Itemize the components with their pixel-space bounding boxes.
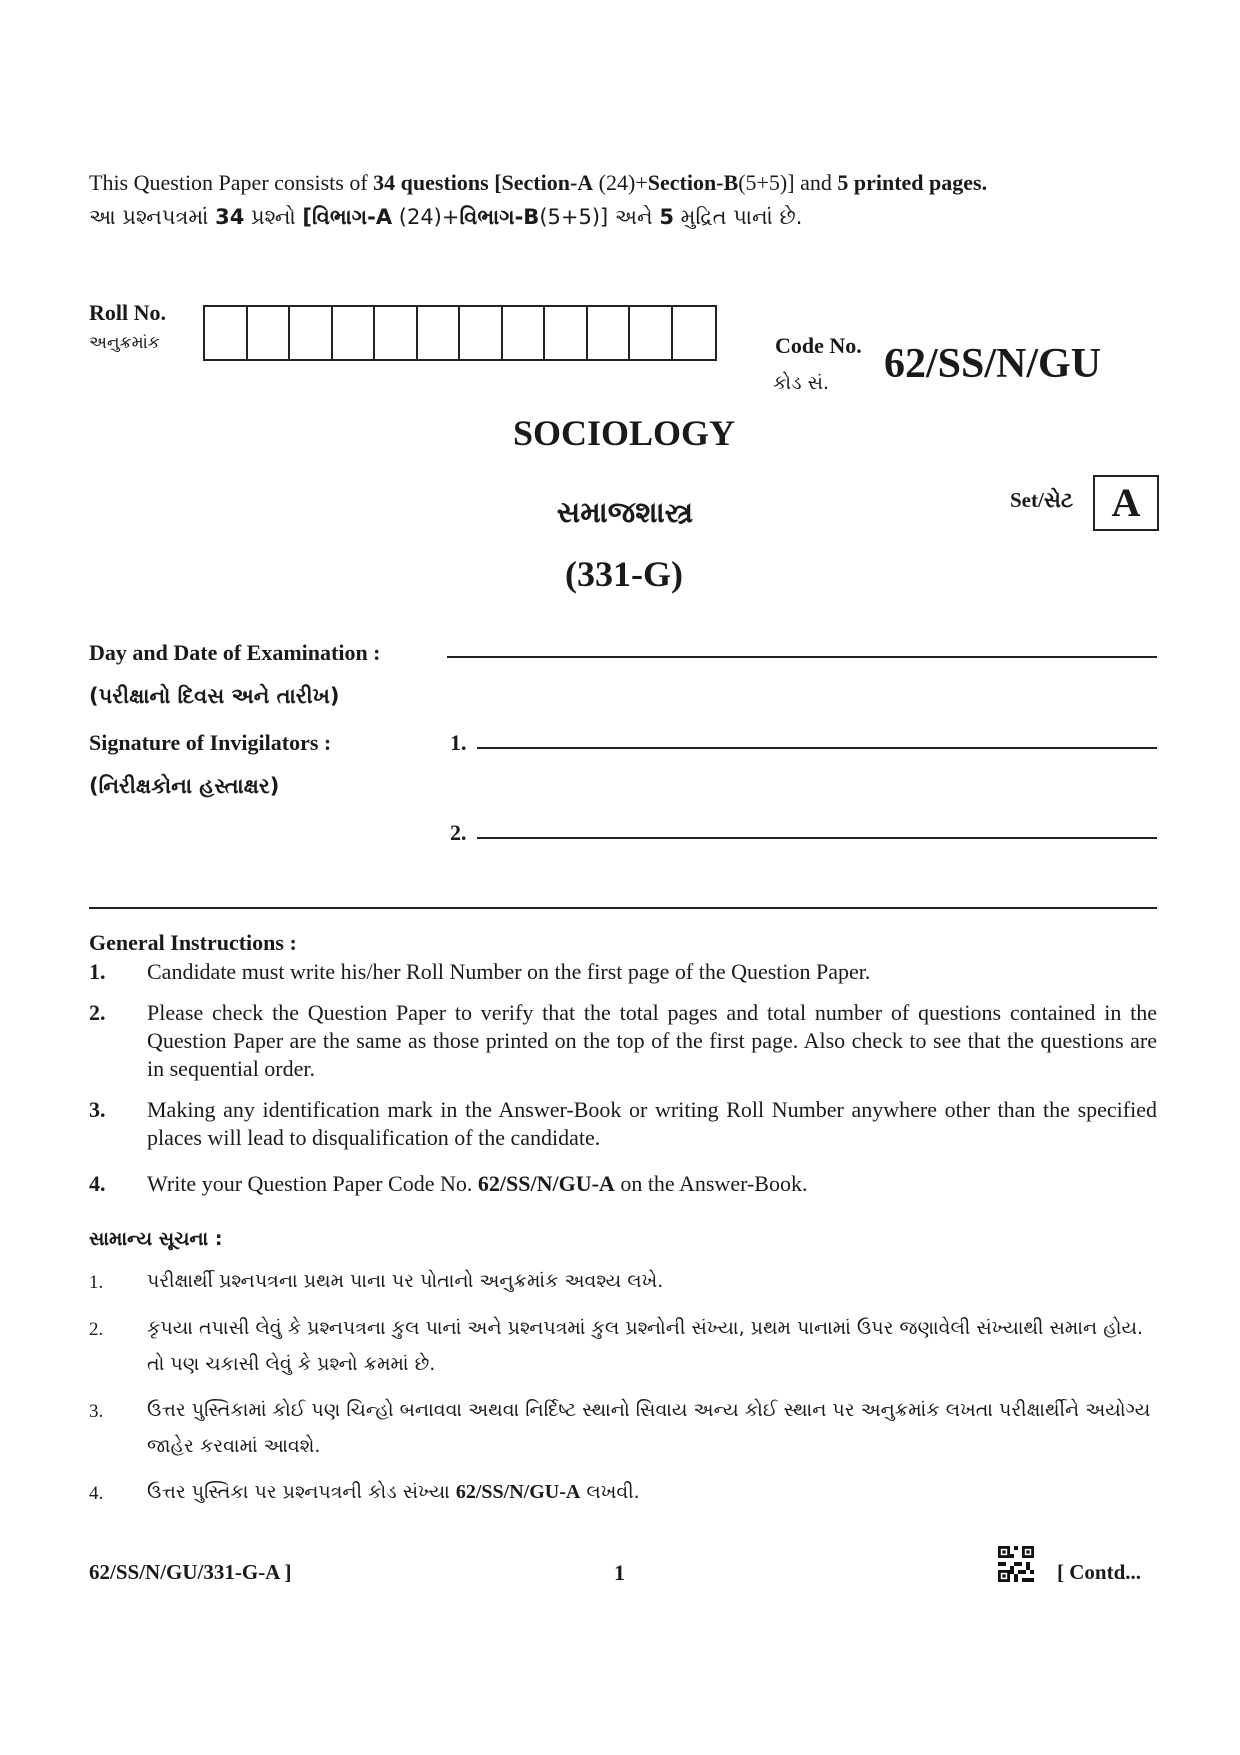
- instruction-number: 1.: [89, 959, 106, 984]
- code-number-value: 62/SS/N/GU: [884, 341, 1102, 387]
- instruction-item: [89, 1170, 1157, 1198]
- exam-date-line[interactable]: [447, 656, 1157, 658]
- instruction-item-gu: [89, 1392, 1157, 1464]
- code-number-label: Code No.: [775, 333, 862, 358]
- continued-marker: [ Contd...: [1057, 1560, 1142, 1584]
- instruction-text: Write your Question Paper Code No. 62/SS/N/GU-A on the Answer-Book.: [147, 1171, 808, 1196]
- instruction-text-gu: કૃપયા તપાસી લેવું કે પ્રશ્નપત્રના કુલ પાનાં અને પ્રશ્નપત્રમાં કુલ પ્રશ્નોની સંખ્યા, પ્રથમ પાનામાં ઉપર જણાવેલી સંખ્યાથી સમાન હોય. તો પણ ચકાસી લેવું કે પ્રશ્નો ક્રમમાં છે.: [147, 1317, 1144, 1375]
- invigilator-signature-label-gu: (નિરીક્ષકોના હસ્તાક્ષર): [89, 774, 280, 798]
- roll-number-digit-box[interactable]: [375, 307, 418, 359]
- subject-title-gu: સમાજશાસ્ત્ર: [556, 495, 694, 529]
- instruction-number: 2.: [89, 1319, 104, 1340]
- instruction-item: [89, 958, 1157, 986]
- signature-line-1[interactable]: [477, 747, 1157, 749]
- instruction-item: [89, 999, 1157, 1083]
- roll-number-digit-box[interactable]: [290, 307, 333, 359]
- instruction-number: 4.: [89, 1171, 106, 1196]
- roll-number-boxes[interactable]: [203, 305, 717, 361]
- instruction-number: 1.: [89, 1272, 104, 1293]
- general-instructions-title: General Instructions :: [89, 930, 297, 955]
- roll-number-digit-box[interactable]: [205, 307, 248, 359]
- instruction-text-gu: ઉત્તર પુસ્તિકા પર પ્રશ્નપત્રની કોડ સંખ્યા 62/SS/N/GU-A લખવી.: [147, 1481, 640, 1503]
- footer-paper-code: 62/SS/N/GU/331-G-A ]: [89, 1560, 292, 1584]
- instruction-text: Please check the Question Paper to verify that the total pages and total number of questions contained in the Question Paper are the same as those printed on the top of the first page. Also check to see that the questions are in sequential order.: [147, 1000, 1157, 1081]
- roll-number-digit-box[interactable]: [630, 307, 673, 359]
- section-divider: [89, 907, 1157, 909]
- paper-info-en: This Question Paper consists of 34 questions [Section-A (24)+Section-B(5+5)] and 5 printed pages.: [89, 170, 988, 195]
- signature-number-1: 1.: [450, 730, 467, 755]
- instruction-item-gu: [89, 1474, 1157, 1510]
- instruction-number: 3.: [89, 1097, 106, 1122]
- page-number: 1: [614, 1560, 625, 1585]
- subject-code: (331-G): [565, 554, 683, 594]
- roll-number-digit-box[interactable]: [545, 307, 588, 359]
- roll-number-digit-box[interactable]: [503, 307, 546, 359]
- instruction-text-gu: ઉત્તર પુસ્તિકામાં કોઈ પણ ચિન્હો બનાવવા અથવા નિર્દિષ્ટ સ્થાનો સિવાય અન્ય કોઈ સ્થાન પર અનુક્રમાંક લખતા પરીક્ષાર્થીને અયોગ્ય જાહેર કરવામાં આવશે.: [147, 1399, 1151, 1457]
- instruction-text: Making any identification mark in the Answer-Book or writing Roll Number anywhere other than the specified places will lead to disqualification of the candidate.: [147, 1097, 1157, 1150]
- roll-number-digit-box[interactable]: [673, 307, 716, 359]
- paper-info-gu: આ પ્રશ્નપત્રમાં 34 પ્રશ્નો [વિભાગ-A (24)+વિભાગ-B(5+5)] અને 5 મુદ્રિત પાનાં છે.: [89, 205, 803, 229]
- instruction-text: Candidate must write his/her Roll Number on the first page of the Question Paper.: [147, 959, 871, 984]
- signature-line-2[interactable]: [477, 837, 1157, 839]
- roll-number-label-gu: અનુક્રમાંક: [89, 333, 160, 353]
- roll-number-label: Roll No.: [89, 300, 166, 325]
- roll-number-digit-box[interactable]: [418, 307, 461, 359]
- instruction-number: 3.: [89, 1401, 104, 1422]
- instruction-item-gu: [89, 1310, 1157, 1382]
- set-label: Set/સેટ: [1010, 488, 1074, 512]
- instruction-item-gu: [89, 1263, 1157, 1299]
- general-instructions-title-gu: સામાન્ય સૂચના :: [89, 1228, 223, 1250]
- invigilator-signature-label: Signature of Invigilators :: [89, 730, 332, 755]
- roll-number-digit-box[interactable]: [588, 307, 631, 359]
- signature-number-2: 2.: [450, 820, 467, 845]
- exam-date-label-gu: (પરીક્ષાનો દિવસ અને તારીખ): [89, 684, 340, 708]
- roll-number-digit-box[interactable]: [333, 307, 376, 359]
- exam-date-label: Day and Date of Examination :: [89, 640, 381, 665]
- instruction-item: [89, 1096, 1157, 1152]
- qr-code-icon: [998, 1546, 1034, 1582]
- instruction-text-gu: પરીક્ષાર્થી પ્રશ્નપત્રના પ્રથમ પાના પર પોતાનો અનુક્રમાંક અવશ્ય લખે.: [147, 1270, 664, 1292]
- code-number-label-gu: કોડ સં.: [773, 372, 830, 394]
- instruction-number: 2.: [89, 1000, 106, 1025]
- roll-number-digit-box[interactable]: [460, 307, 503, 359]
- roll-number-digit-box[interactable]: [248, 307, 291, 359]
- instruction-number: 4.: [89, 1483, 104, 1504]
- set-value-box: A: [1093, 475, 1159, 531]
- subject-title: SOCIOLOGY: [512, 413, 736, 453]
